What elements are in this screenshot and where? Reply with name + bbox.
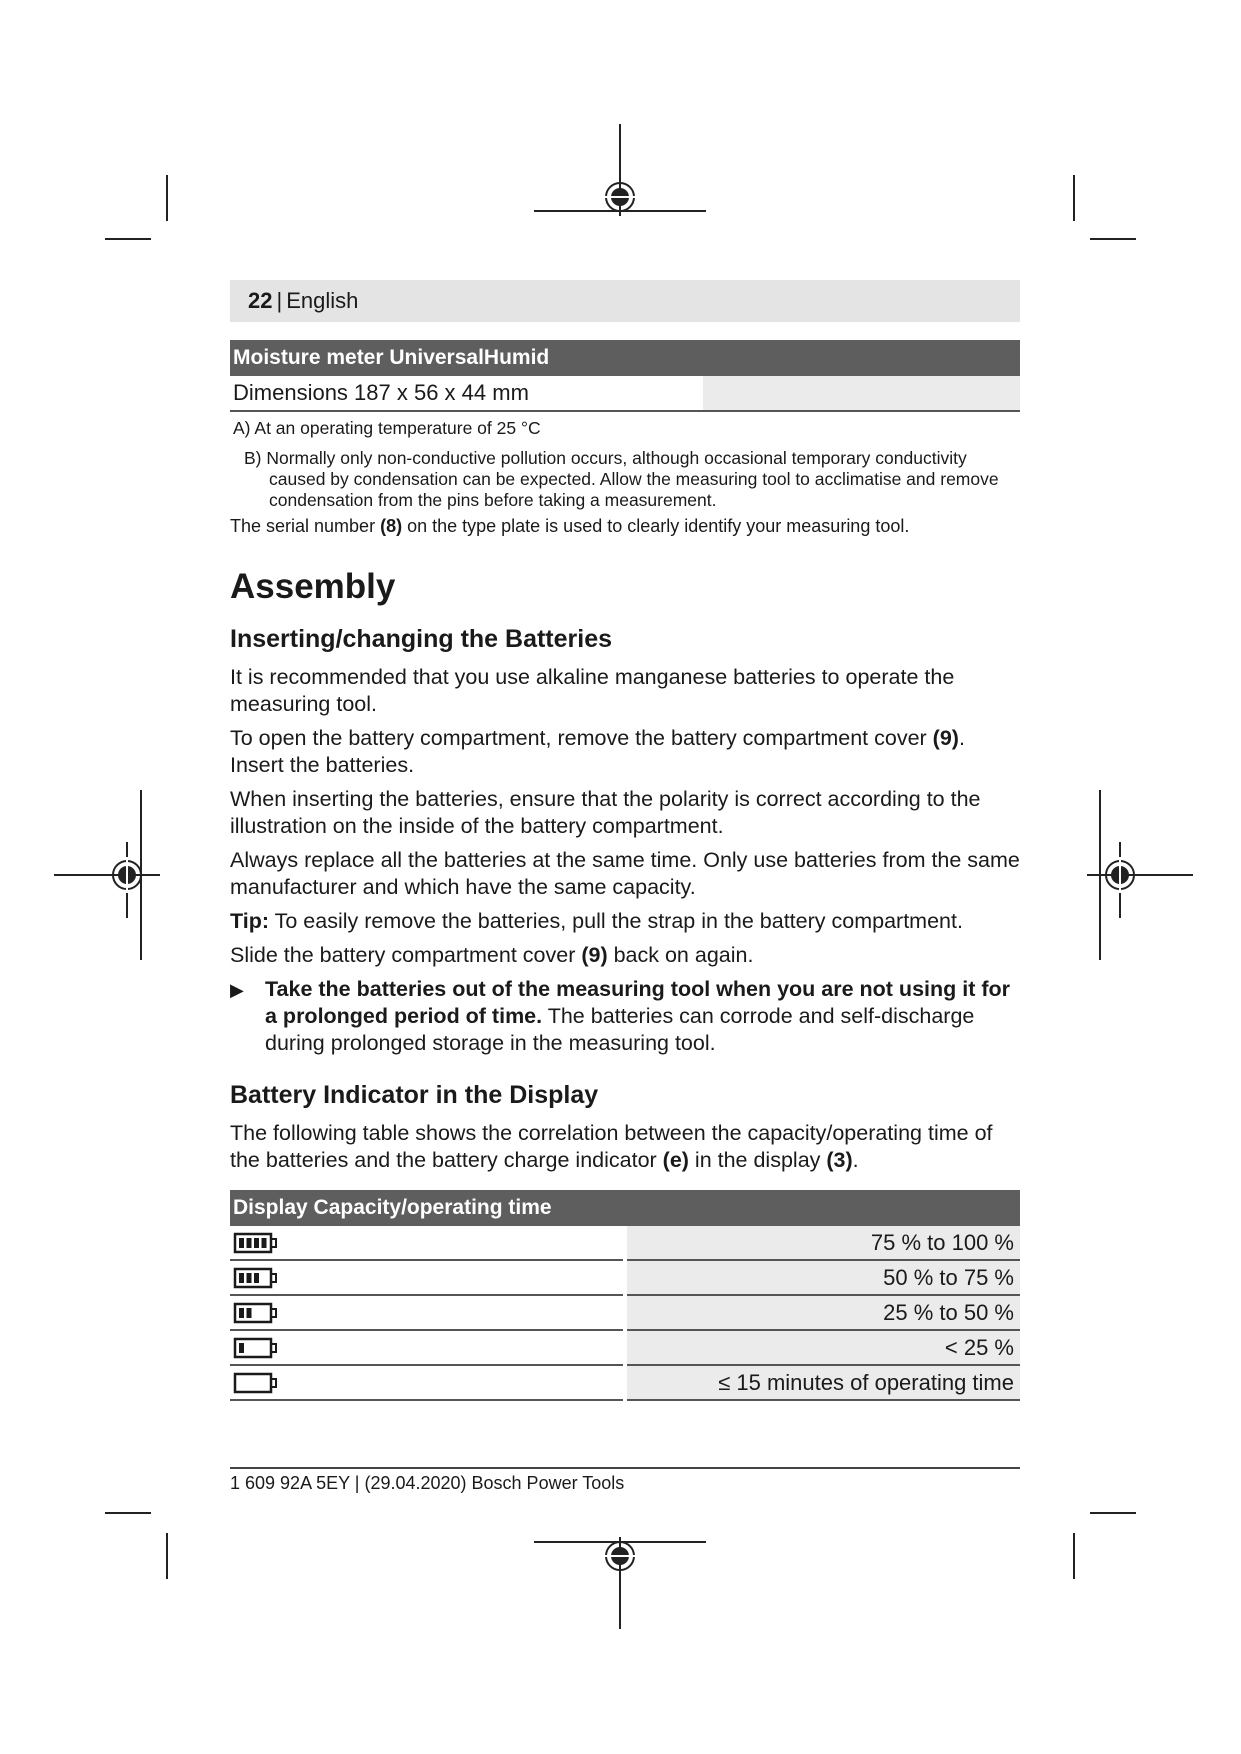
warning-text bbox=[265, 976, 1020, 1057]
paragraph-text: To open the battery compartment, remove the battery compartment cover bbox=[230, 726, 933, 750]
registration-mark-icon bbox=[530, 1535, 710, 1631]
crop-mark bbox=[105, 238, 151, 240]
table-row bbox=[230, 376, 1020, 412]
battery-icon-cell bbox=[230, 1296, 623, 1331]
battery-3-bars-icon bbox=[233, 1266, 279, 1290]
battery-1-bar-icon bbox=[233, 1336, 279, 1360]
battery-capacity-value: 25 % to 50 % bbox=[627, 1296, 1020, 1331]
battery-icon-cell bbox=[230, 1226, 623, 1261]
page-content bbox=[230, 280, 1020, 1401]
paragraph bbox=[230, 942, 1020, 969]
battery-icon-cell bbox=[230, 1366, 623, 1401]
spec-table bbox=[230, 340, 1020, 412]
paragraph-text: The following table shows the correlation between the capacity/operating time of the batteries and the battery charge indicator bbox=[230, 1121, 993, 1172]
crop-mark bbox=[1073, 175, 1075, 221]
crop-mark bbox=[1090, 238, 1136, 240]
subsection-heading-batteries: Inserting/changing the Batteries bbox=[230, 625, 613, 653]
spec-table-title: Moisture meter UniversalHumid bbox=[230, 340, 1020, 376]
registration-mark-icon bbox=[530, 122, 710, 218]
tip-paragraph bbox=[230, 908, 1020, 935]
warning-bold-text: Take the batteries out of the measuring tool when you are not using it for a prolonged period of time. bbox=[265, 977, 1011, 1028]
battery-level-bar bbox=[239, 1343, 244, 1353]
bullet-triangle-icon: ▶ bbox=[230, 980, 244, 1000]
serial-note bbox=[230, 515, 1020, 537]
reference-number: (3) bbox=[826, 1148, 853, 1172]
subsection-heading-battery-indicator: Battery Indicator in the Display bbox=[230, 1081, 599, 1109]
battery-level-bar bbox=[254, 1238, 259, 1248]
battery-icon-cell bbox=[230, 1331, 623, 1366]
battery-4-bars-icon bbox=[233, 1231, 279, 1255]
spec-value bbox=[703, 376, 1020, 410]
paragraph: Always replace all the batteries at the same time. Only use batteries from the same manufacturer and which have the same capacity. bbox=[230, 848, 1020, 899]
battery-capacity-value: ≤ 15 minutes of operating time bbox=[627, 1366, 1020, 1401]
battery-table-header: Display Capacity/operating time bbox=[230, 1190, 1020, 1226]
reference-number: (9) bbox=[581, 943, 608, 967]
page-header bbox=[230, 280, 1020, 322]
battery-level-bar bbox=[262, 1238, 267, 1248]
paragraph-text: . Insert the batteries. bbox=[230, 726, 965, 777]
paragraph: It is recommended that you use alkaline manganese batteries to operate the measuring tool. bbox=[230, 665, 955, 716]
battery-table bbox=[230, 1190, 1020, 1401]
table-row bbox=[230, 1261, 1020, 1296]
battery-level-bar bbox=[247, 1273, 252, 1283]
tip-label: Tip: bbox=[230, 909, 270, 933]
header-language: English bbox=[286, 288, 359, 313]
battery-2-bars-icon bbox=[233, 1301, 279, 1325]
battery-capacity-value: 75 % to 100 % bbox=[627, 1226, 1020, 1261]
table-row bbox=[230, 1296, 1020, 1331]
serial-note-ref: (8) bbox=[380, 516, 403, 536]
crop-mark bbox=[1090, 1512, 1136, 1514]
tip-text: To easily remove the batteries, pull the strap in the battery compartment. bbox=[269, 909, 963, 933]
crop-mark bbox=[1073, 1533, 1075, 1579]
warning-body-text: The batteries can corrode and self-discharge during prolonged storage in the measuring tool. bbox=[265, 1004, 975, 1055]
battery-level-bar bbox=[247, 1238, 252, 1248]
serial-note-text-end: on the type plate is used to clearly identify your measuring tool. bbox=[402, 516, 910, 536]
paragraph-text: back on again. bbox=[607, 943, 754, 967]
warning-note bbox=[230, 976, 1020, 1057]
paragraph: When inserting the batteries, ensure that the polarity is correct according to the illustration on the inside of the battery compartment. bbox=[230, 787, 981, 838]
battery-capacity-value: < 25 % bbox=[627, 1331, 1020, 1366]
section-heading-assembly: Assembly bbox=[230, 567, 396, 606]
battery-level-bar bbox=[239, 1238, 244, 1248]
battery-capacity-value: 50 % to 75 % bbox=[627, 1261, 1020, 1296]
registration-mark-icon bbox=[1085, 840, 1195, 920]
spec-label: Dimensions 187 x 56 x 44 mm bbox=[233, 380, 529, 405]
reference-number: (9) bbox=[932, 726, 959, 750]
paragraph bbox=[230, 1120, 1020, 1174]
header-separator: | bbox=[276, 288, 283, 313]
registration-mark-icon bbox=[52, 840, 162, 920]
battery-level-bar bbox=[239, 1273, 244, 1283]
page-number: 22 bbox=[248, 288, 273, 313]
crop-mark bbox=[166, 1533, 168, 1579]
paragraph-text: in the display bbox=[688, 1148, 827, 1172]
paragraph-text: . bbox=[852, 1148, 859, 1172]
battery-level-bar bbox=[239, 1308, 244, 1318]
battery-empty-icon bbox=[233, 1371, 279, 1395]
table-row bbox=[230, 1331, 1020, 1366]
serial-note-text: The serial number bbox=[230, 516, 381, 536]
crop-mark bbox=[105, 1512, 151, 1514]
table-row bbox=[230, 1366, 1020, 1401]
paragraph bbox=[230, 725, 1020, 779]
battery-level-bar bbox=[247, 1308, 252, 1318]
footnote-a: A) At an operating temperature of 25 °C bbox=[233, 418, 541, 438]
paragraph-text: Slide the battery compartment cover bbox=[230, 943, 582, 967]
battery-icon-cell bbox=[230, 1261, 623, 1296]
battery-level-bar bbox=[254, 1273, 259, 1283]
crop-mark bbox=[166, 175, 168, 221]
reference-letter: (e) bbox=[662, 1148, 689, 1172]
footnote-b: B) Normally only non-conductive pollution occurs, although occasional temporary conductivity caused by condensation can be expected. Allow the measuring tool to acclimatise and remove condensation from the pins before taking a measurement. bbox=[244, 448, 999, 510]
page-footer: 1 609 92A 5EY | (29.04.2020) Bosch Power Tools bbox=[230, 1467, 1020, 1494]
table-row bbox=[230, 1226, 1020, 1261]
